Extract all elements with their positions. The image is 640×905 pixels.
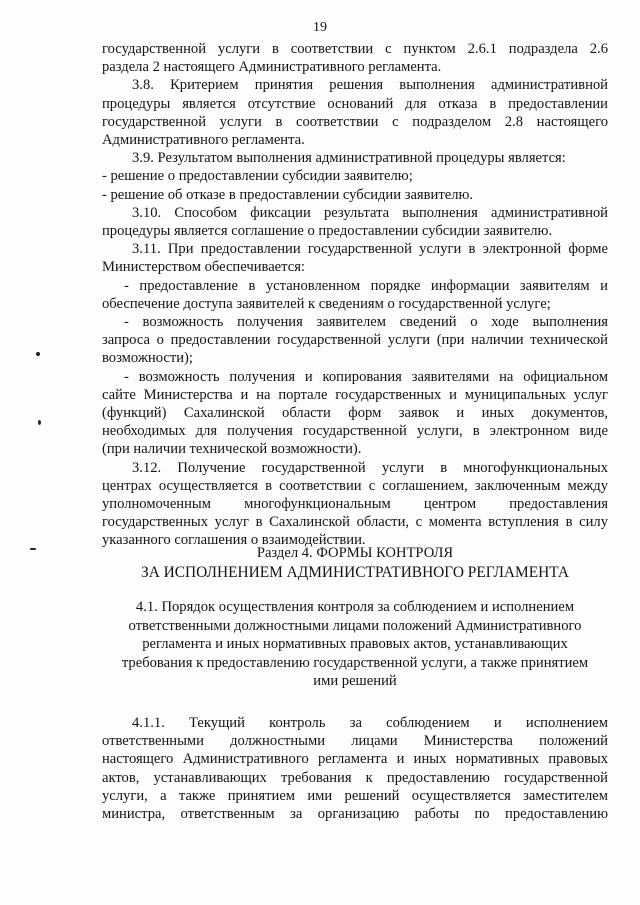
section-title-line: Раздел 4. ФОРМЫ КОНТРОЛЯ — [256, 545, 454, 561]
text-line: процедуры является отсутствие оснований для отказа в предоставлении — [102, 95, 608, 112]
paragraph-4-1-1 — [102, 714, 608, 823]
text-line: государственных услуг в Сахалинской области, с момента вступления в силу — [102, 514, 608, 531]
subsection-title-line: требования к предоставлению государственной услуги, а также принятием — [121, 654, 589, 671]
text-line: 3.8. Критерием принятия решения выполнения административной — [132, 77, 608, 94]
text-line: настоящего Административного регламента и иных нормативных правовых — [102, 751, 608, 768]
text-line: (функций) Сахалинской области форм заявок и иных документов, — [102, 405, 608, 422]
text-line: центрах осуществляется в соответствии с соглашением, заключенным между — [102, 477, 608, 494]
section-title-line: ЗА ИСПОЛНЕНИЕМ АДМИНИСТРАТИВНОГО РЕГЛАМЕНТА — [141, 564, 569, 581]
text-line: министра, ответственным за организацию работы по предоставлению — [102, 806, 608, 823]
section-title — [102, 544, 608, 582]
subsection-title-line: регламента и иных нормативных правовых актов, устанавливающих — [142, 636, 568, 652]
text-line: Министерством обеспечивается: — [102, 259, 305, 276]
paragraph-3-8 — [102, 76, 608, 149]
page-number: 19 — [313, 20, 327, 35]
text-line: 3.12. Получение государственной услуги в многофункциональных — [132, 459, 608, 476]
text-line: государственной услуги в соответствии с пунктом 2.6.1 подраздела 2.6 — [102, 41, 608, 57]
text-line: 4.1.1. Текущий контроль за соблюдением и исполнением — [132, 715, 608, 731]
text-line: (при наличии технической возможности). — [102, 441, 362, 458]
paragraph-3-11 — [102, 240, 608, 276]
subsection-title — [108, 598, 602, 691]
text-line: - возможность получения и копирования заявителями на официальном — [124, 368, 608, 385]
list-item — [102, 277, 608, 313]
text-line: - возможность получения заявителем сведений о ходе выполнения — [124, 314, 608, 331]
text-line: актов, устанавливающих требования к предоставлению государственной — [102, 769, 608, 786]
text-line: необходимых для получения государственной услуги, в электронном виде — [102, 423, 608, 440]
list-item: - решение об отказе в предоставлении субсидии заявителю. — [102, 186, 474, 203]
list-item: - решение о предоставлении субсидии заявителю; — [102, 168, 413, 185]
text-line: 3.11. При предоставлении государственной услуги в электронной форме — [132, 241, 608, 258]
subsection-title-line: ответственными должностными лицами положений Административного — [128, 617, 582, 634]
paragraph-3-9 — [102, 149, 608, 204]
text-line: уполномоченным многофункциональным центром предоставления — [102, 496, 608, 513]
subsection-title-line: 4.1. Порядок осуществления контроля за соблюдением и исполнением — [135, 599, 575, 615]
text-line: сайте Министерства и на портале государственных и муниципальных услуг — [102, 386, 608, 403]
paragraph-3-12 — [102, 459, 608, 550]
text-line: 3.10. Способом фиксации результата выполнения административной — [132, 204, 608, 221]
text-line: 3.9. Результатом выполнения административной процедуры является: — [132, 150, 566, 167]
paragraph-continuation — [102, 40, 608, 76]
text-line: - предоставление в установленном порядке информации заявителям и — [124, 277, 608, 294]
subsection-title-line: ими решений — [313, 673, 397, 689]
text-line: возможности); — [102, 350, 193, 367]
text-line: ответственными должностными лицами Министерства положений — [102, 733, 608, 750]
text-line: Административного регламента. — [102, 132, 305, 149]
text-line: раздела 2 настоящего Административного регламента. — [102, 59, 442, 76]
document-body — [102, 40, 608, 550]
text-line: запроса о предоставлении государственной услуги (при наличии технической — [102, 332, 608, 349]
paragraph-3-10 — [102, 204, 608, 240]
text-line: процедуры является соглашение о предоставлении субсидии заявителю. — [102, 223, 553, 240]
text-line: указанного соглашения о взаимодействии. — [102, 532, 366, 549]
scan-speck — [30, 548, 36, 550]
scan-speck — [36, 352, 40, 356]
scan-speck — [38, 420, 41, 425]
text-line: обеспечение доступа заявителей к сведениям о государственной услуге; — [102, 295, 551, 312]
list-item — [102, 368, 608, 459]
text-line: услуги, а также принятием ими решений осуществляется заместителем — [102, 787, 608, 804]
list-item — [102, 313, 608, 368]
text-line: государственной услуги в соответствии с подразделом 2.8 настоящего — [102, 113, 608, 130]
